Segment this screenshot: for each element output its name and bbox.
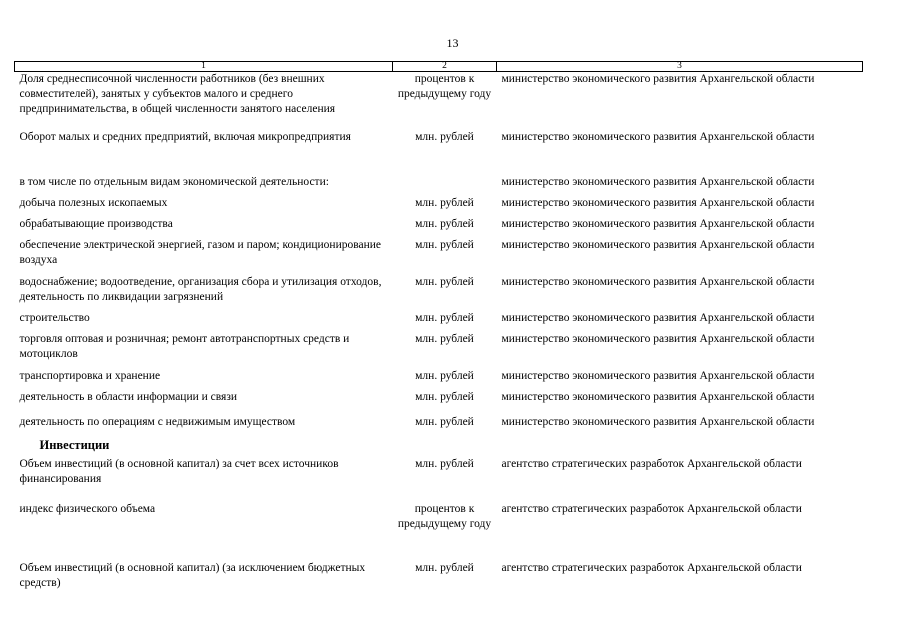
table-row [15, 311, 863, 332]
indicator-name: Доля среднесписочной численности работников (без внешних совместителей), занятых у субъектов малого и среднего предпринимательства, в общей численности занятого населения [19, 73, 336, 115]
indicator-unit: млн. рублей [415, 311, 474, 324]
responsible-org: агентство стратегических разработок Архангельской области [501, 561, 802, 574]
indicator-unit: млн. рублей [415, 369, 474, 382]
table-row [15, 238, 863, 275]
responsible-org: министерство экономического развития Архангельской области [501, 332, 815, 345]
indicator-name: деятельность по операциям с недвижимым имуществом [19, 415, 296, 428]
indicator-name: в том числе по отдельным видам экономической деятельности: [19, 175, 329, 188]
header-col-2: 2 [393, 62, 497, 72]
indicator-name: обеспечение электрической энергией, газом и паром; кондиционирование воздуха [19, 238, 382, 266]
table-row [15, 175, 863, 196]
indicator-unit: процентов к предыдущему году [397, 73, 492, 100]
header-col-1: 1 [15, 62, 393, 72]
indicator-unit: процентов к предыдущему году [397, 502, 492, 530]
indicator-unit: млн. рублей [415, 130, 474, 143]
table-row [15, 196, 863, 217]
table-row [15, 369, 863, 390]
header-col-3: 3 [497, 62, 863, 72]
responsible-org: министерство экономического развития Архангельской области [501, 130, 815, 143]
table-row [15, 457, 863, 502]
indicator-name: индекс физического объема [19, 502, 156, 515]
indicator-name: обрабатывающие производства [19, 217, 173, 230]
indicator-name: Объем инвестиций (в основной капитал) за счет всех источников финансирования [19, 457, 339, 485]
table-row [15, 275, 863, 311]
indicator-unit: млн. рублей [415, 196, 474, 209]
page-number: 13 [446, 36, 459, 50]
responsible-org: министерство экономического развития Архангельской области [501, 275, 815, 288]
table-row [15, 332, 863, 369]
responsible-org: министерство экономического развития Архангельской области [501, 175, 815, 188]
table-row [15, 415, 863, 438]
indicator-name: строительство [19, 311, 90, 324]
indicator-unit [393, 175, 497, 196]
indicator-name: водоснабжение; водоотведение, организация сбора и утилизация отходов, деятельность по ликвидации загрязнений [19, 275, 382, 303]
responsible-org: министерство экономического развития Архангельской области [501, 73, 815, 85]
responsible-org: агентство стратегических разработок Архангельской области [501, 502, 802, 515]
table-row [15, 561, 863, 595]
responsible-org: министерство экономического развития Архангельской области [501, 415, 815, 428]
responsible-org: министерство экономического развития Архангельской области [501, 311, 815, 324]
indicator-unit: млн. рублей [415, 275, 474, 288]
indicators-table [14, 61, 863, 595]
indicator-unit: млн. рублей [415, 561, 474, 574]
responsible-org: министерство экономического развития Архангельской области [501, 196, 815, 209]
table-row [15, 502, 863, 561]
header-row [15, 62, 863, 72]
indicator-unit: млн. рублей [415, 332, 474, 345]
table-row [15, 390, 863, 415]
indicator-unit: млн. рублей [415, 457, 474, 470]
indicator-name: Оборот малых и средних предприятий, включая микропредприятия [19, 130, 351, 143]
table-body [15, 72, 863, 595]
indicator-name: торговля оптовая и розничная; ремонт автотранспортных средств и мотоциклов [19, 332, 350, 360]
indicator-name: Объем инвестиций (в основной капитал) (за исключением бюджетных средств) [19, 561, 366, 589]
responsible-org: министерство экономического развития Архангельской области [501, 390, 815, 403]
responsible-org: министерство экономического развития Архангельской области [501, 238, 815, 251]
indicator-unit: млн. рублей [415, 238, 474, 251]
section-title: Инвестиции [39, 437, 110, 452]
indicator-name: транспортировка и хранение [19, 369, 161, 382]
responsible-org: министерство экономического развития Архангельской области [501, 369, 815, 382]
indicator-unit: млн. рублей [415, 415, 474, 428]
table-row [15, 130, 863, 175]
table-row [15, 217, 863, 238]
indicator-name: добыча полезных ископаемых [19, 196, 168, 209]
responsible-org: министерство экономического развития Архангельской области [501, 217, 815, 230]
indicator-name: деятельность в области информации и связи [19, 390, 238, 403]
indicator-unit: млн. рублей [415, 217, 474, 230]
responsible-org: агентство стратегических разработок Архангельской области [501, 457, 802, 470]
indicator-unit: млн. рублей [415, 390, 474, 403]
section-row [15, 438, 863, 457]
table-row [15, 72, 863, 130]
